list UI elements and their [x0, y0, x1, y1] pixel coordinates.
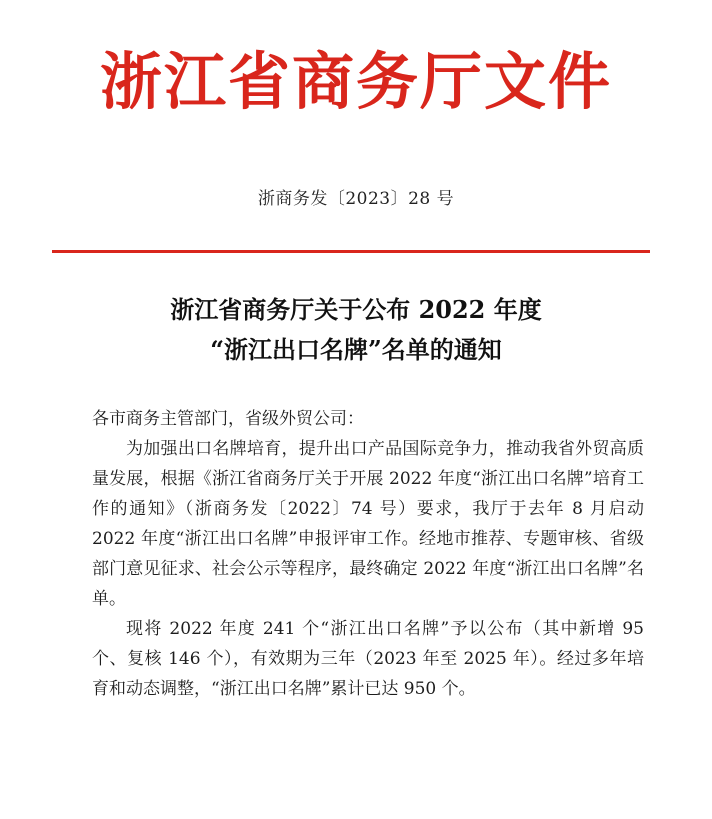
salutation: 各市商务主管部门，省级外贸公司：: [92, 409, 364, 429]
notice-title: [0, 290, 712, 370]
body-paragraph-2: 现将 2022 年度 241 个“浙江出口名牌”予以公布（其中新增 95 个、复核 146 个），有效期为三年（2023 年至 2025 年）。经过多年培育和动态调整，“浙江出口名牌”累计已达 950 个。: [92, 619, 644, 699]
red-separator-line: [52, 250, 650, 253]
document-number: 浙商务发〔2023〕28 号: [257, 189, 455, 209]
notice-title-line-1: 浙江省商务厅关于公布 2022 年度: [170, 295, 542, 324]
document-masthead: 浙江省商务厅文件: [99, 45, 612, 118]
notice-body: [92, 404, 644, 704]
body-paragraph-1: 为加强出口名牌培育，提升出口产品国际竞争力，推动我省外贸高质量发展，根据《浙江省商务厅关于开展 2022 年度“浙江出口名牌”培育工作的通知》（浙商务发〔2022〕74 号）要求，我厅于去年 8 月启动 2022 年度“浙江出口名牌”申报评审工作。经地市推荐、专题审核、省级部门意见征求、社会公示等程序，最终确定 2022 年度“浙江出口名牌”名单。: [92, 439, 644, 609]
notice-title-line-2: “浙江出口名牌”名单的通知: [210, 335, 502, 364]
